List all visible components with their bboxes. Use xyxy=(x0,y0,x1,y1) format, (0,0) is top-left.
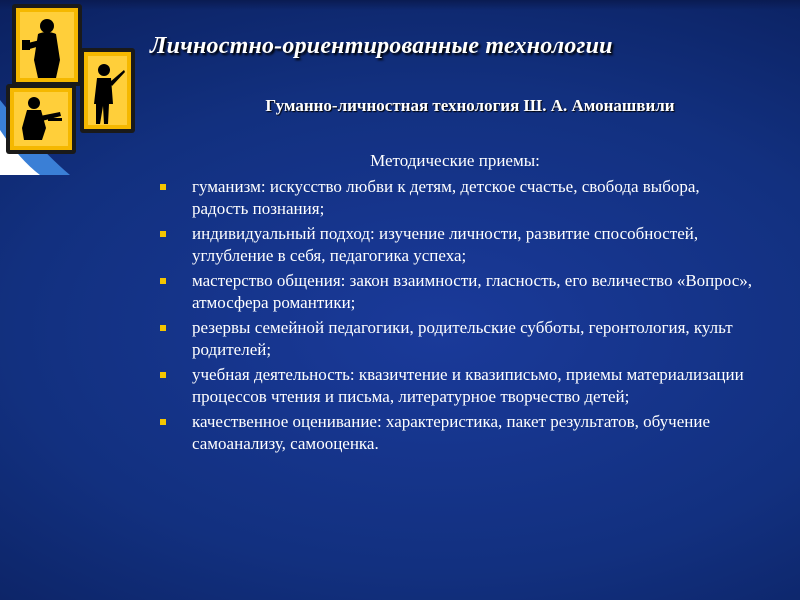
list-item-text: учебная деятельность: квазичтение и квазиписьмо, приемы материализации процессов чтения и письма, литературное творчество детей; xyxy=(192,365,744,406)
bullet-icon xyxy=(160,419,166,425)
teachers-silhouettes-logo xyxy=(0,0,140,175)
list-item xyxy=(160,317,760,361)
list-item-text: индивидуальный подход: изучение личности, развитие способностей, углубление в себя, педагогика успеха; xyxy=(192,224,699,265)
list-item-text: резервы семейной педагогики, родительские субботы, геронтология, культ родителей; xyxy=(192,318,733,359)
slide-subtitle: Гуманно-личностная технология Ш. А. Амонашвили xyxy=(265,96,675,115)
list-item-text: гуманизм: искусство любви к детям, детское счастье, свобода выбора, радость познания; xyxy=(192,177,700,218)
section-heading: Методические приемы: xyxy=(370,151,540,170)
bullet-icon xyxy=(160,325,166,331)
bullet-icon xyxy=(160,184,166,190)
list-item-text: мастерство общения: закон взаимности, гласность, его величество «Вопрос», атмосфера романтики; xyxy=(192,271,752,312)
slide-title: Личностно-ориентированные технологии xyxy=(150,33,613,59)
list-item xyxy=(160,270,760,314)
bullet-icon xyxy=(160,372,166,378)
bullet-icon xyxy=(160,278,166,284)
list-item xyxy=(160,223,760,267)
list-item xyxy=(160,364,760,408)
bullet-icon xyxy=(160,231,166,237)
list-item xyxy=(160,411,760,455)
list-item-text: качественное оценивание: характеристика, пакет результатов, обучение самоанализу, самооценка. xyxy=(192,412,710,453)
list-item xyxy=(160,176,760,220)
methods-list xyxy=(160,176,760,458)
